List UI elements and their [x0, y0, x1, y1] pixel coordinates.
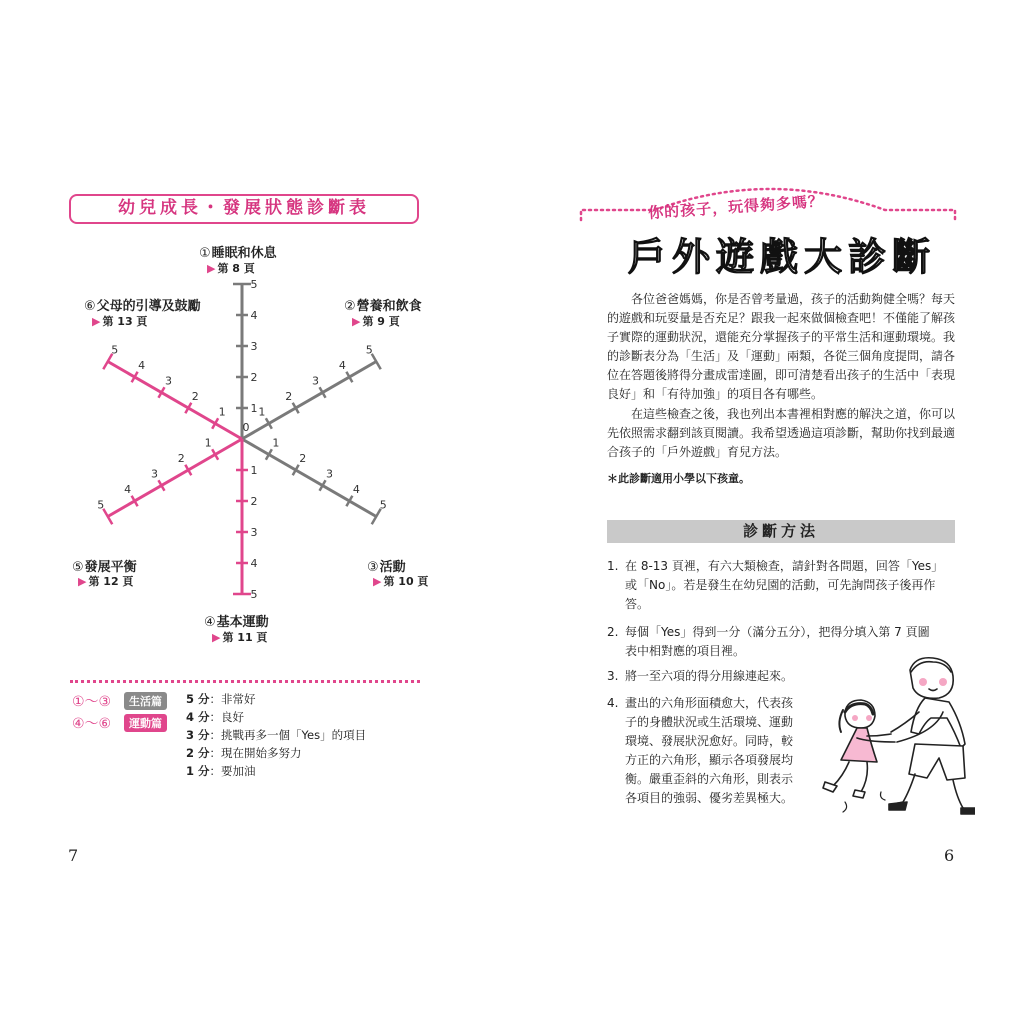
tick-label-nutrition-2: 2	[285, 389, 293, 403]
triangle-icon: ▶	[373, 575, 382, 588]
axis-tick-nutrition-5	[372, 354, 381, 370]
tick-label-activity-3: 3	[326, 467, 334, 481]
tick-label-activity-2: 2	[299, 451, 307, 465]
tick-label-balance-4: 4	[124, 482, 132, 496]
step-2: 2. 每個「Yes」得到一分（滿分五分），把得分填入第 7 頁圖 表中相對應的項目裡。	[607, 625, 930, 658]
tick-label-nutrition-5: 5	[365, 343, 373, 357]
tick-label-activity-5: 5	[379, 498, 387, 512]
axis-label-parents: ⑥父母的引導及鼓勵	[84, 299, 201, 314]
score-line-2: 2 分：現在開始多努力	[186, 746, 302, 760]
tick-label-basic-motion-1: 1	[250, 464, 258, 477]
triangle-icon: ▶	[92, 315, 101, 328]
page-ref-parents: ▶ 第 13 頁	[92, 315, 148, 328]
diagnosis-chart-title: 幼兒成長・發展狀態診斷表	[69, 194, 419, 224]
tick-label-activity-4: 4	[352, 482, 360, 496]
tick-label-balance-3: 3	[150, 467, 158, 481]
triangle-icon: ▶	[207, 262, 216, 275]
tick-label-basic-motion-4: 4	[250, 557, 258, 570]
axis-label-nutrition: ②營養和飲食	[344, 299, 422, 314]
axis-line-nutrition	[242, 362, 376, 440]
page-ref-activity: ▶ 第 10 頁	[373, 575, 429, 588]
tick-label-sleep-3: 3	[250, 340, 258, 353]
page-number-left: 7	[68, 846, 79, 865]
score-line-3: 3 分：挑戰再多一個「Yes」的項目	[186, 728, 367, 742]
triangle-icon: ▶	[212, 631, 221, 644]
page-ref-sleep: ▶ 第 8 頁	[207, 262, 255, 275]
tick-label-parents-5: 5	[111, 343, 119, 357]
tick-label-balance-2: 2	[177, 451, 185, 465]
score-line-5: 5 分：非常好	[186, 692, 256, 706]
tick-label-parents-4: 4	[138, 358, 146, 372]
axis-label-balance: ⑤發展平衡	[72, 560, 137, 575]
method-heading: 診斷方法	[607, 520, 955, 543]
legend-range-sport: ④〜⑥	[72, 716, 112, 732]
tick-label-sleep-2: 2	[250, 371, 258, 384]
legend-range-life: ①〜③	[72, 694, 112, 710]
axis-label-activity: ③活動	[367, 560, 406, 575]
step-4: 4. 畫出的六角形面積愈大，代表孩 子的身體狀況或生活環境、運動 環境、發展狀況愈好。同時，較 方正的六角形，顯示各項發展均 衡。嚴重歪斜的六角形，則表示 各項目的強弱、優劣差異極大。	[607, 696, 794, 805]
center-zero-label: 0	[242, 421, 250, 434]
axis-label-basic-motion: ④基本運動	[204, 615, 269, 630]
tick-label-activity-1: 1	[272, 436, 280, 450]
main-title: 戶外遊戲大診斷	[628, 234, 937, 279]
triangle-icon: ▶	[78, 575, 87, 588]
tick-label-basic-motion-2: 2	[250, 495, 258, 508]
page-ref-basic-motion: ▶ 第 11 頁	[212, 631, 268, 644]
step-3: 3. 將一至六項的得分用線連起來。	[607, 669, 794, 683]
tick-label-sleep-1: 1	[250, 402, 258, 415]
tick-label-basic-motion-5: 5	[250, 588, 258, 601]
tick-label-nutrition-4: 4	[338, 358, 346, 372]
parent-child-illustration	[815, 652, 975, 822]
intro-paragraph-1: 各位爸爸媽媽，你是否曾考量過，孩子的活動夠健全嗎？每天的遊戲和玩耍量是否充足？跟我一起來做個檢查吧！不僅能了解孩子實際的運動狀況，還能充分掌握孩子的平常生活和運動環境。我的診斷表分為「生活」及「運動」兩類，各從三個角度提問，請各位在答題後將得分畫成雷達圖，即可清楚看出孩子的生活中「表現良好」和「有待加強」的項目各有哪些。	[607, 292, 956, 401]
page-ref-balance: ▶ 第 12 頁	[78, 575, 134, 588]
axis-label-sleep: ①睡眠和休息	[199, 246, 277, 261]
tick-label-balance-5: 5	[97, 498, 105, 512]
tick-label-sleep-4: 4	[250, 309, 258, 322]
subtitle: 你的孩子，玩得夠多嗎？	[647, 191, 825, 223]
triangle-icon: ▶	[352, 315, 361, 328]
axis-line-parents	[108, 362, 242, 440]
step-1: 1. 在 8-13 頁裡，有六大類檢查，請針對各問題，回答「Yes」 或「No」。若是發生在幼兒園的活動，可先詢問孩子後再作 答。	[607, 559, 944, 611]
tick-label-sleep-5: 5	[250, 278, 258, 291]
axis-tick-balance-5	[103, 509, 112, 525]
intro-paragraph-2: 在這些檢查之後，我也列出本書裡相對應的解決之道，你可以先依照需求翻到該頁閱讀。我希望透過這項診斷，幫助你找到最適合孩子的「戶外遊戲」育兒方法。	[607, 407, 956, 459]
tick-label-parents-2: 2	[191, 389, 199, 403]
page-ref-nutrition: ▶ 第 9 頁	[352, 315, 400, 328]
legend-tag-life: 生活篇	[124, 692, 167, 710]
legend-tag-sport: 運動篇	[124, 714, 167, 732]
dotted-divider	[70, 680, 420, 683]
score-line-1: 1 分：要加油	[186, 764, 256, 778]
tick-label-nutrition-3: 3	[312, 374, 320, 388]
tick-label-parents-3: 3	[164, 374, 172, 388]
tick-label-nutrition-1: 1	[258, 405, 266, 419]
age-note: ＊此診斷適用小學以下孩童。	[607, 472, 750, 485]
axis-line-activity	[242, 439, 376, 517]
tick-label-parents-1: 1	[218, 405, 226, 419]
tick-label-basic-motion-3: 3	[250, 526, 258, 539]
axis-line-balance	[108, 439, 242, 517]
tick-label-balance-1: 1	[204, 436, 212, 450]
score-line-4: 4 分：良好	[186, 710, 245, 724]
page-number-right: 6	[944, 846, 955, 865]
